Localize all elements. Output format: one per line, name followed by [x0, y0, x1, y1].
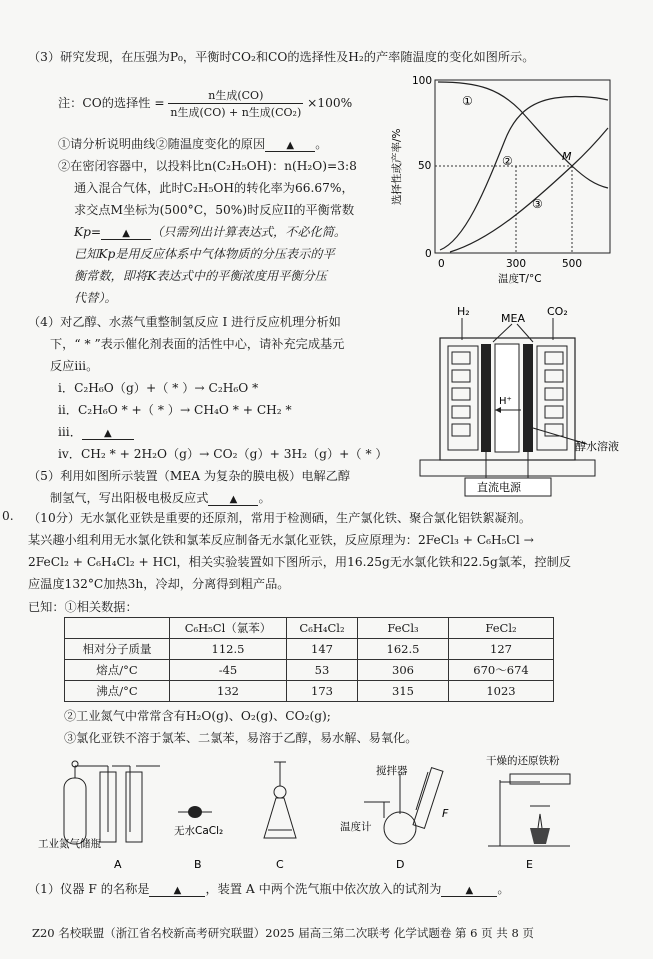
table-cell: 53 [287, 660, 358, 681]
table-header: C₆H₄Cl₂ [287, 618, 358, 639]
apparatus-d [364, 768, 443, 844]
q20-line2: 某兴趣小组利用无水氯化铁和氯苯反应制备无水氯化亚铁，反应原理为：2FeCl₃ + C₆H₅Cl → [28, 533, 534, 547]
data-table [64, 617, 554, 702]
curve-2 [440, 97, 608, 250]
selectivity-graph [390, 70, 620, 292]
q4-line2: 下，“ * ”表示催化剂表面的活性中心，请补充完成基元 [50, 337, 345, 351]
table-cell: 132 [170, 681, 287, 702]
q3-sub2-line1: ②在密闭容器中，以投料比n(C₂H₅OH)：n(H₂O)=3:8 [58, 159, 357, 173]
right-plates [537, 346, 567, 450]
q20-number: 0. [2, 509, 14, 523]
h2-label: H₂ [457, 305, 470, 318]
table-cell: 112.5 [170, 639, 287, 660]
letter-a: A [114, 858, 122, 871]
known-2: ②工业氮气中常常含有H₂O(g)、O₂(g)、CO₂(g); [64, 709, 331, 723]
condenser-f-label: F [442, 807, 449, 820]
apparatus-c [264, 762, 296, 838]
x-tick-300: 300 [506, 258, 527, 270]
y-tick-0: 0 [425, 248, 432, 260]
reaction-ii: ii．C₂H₆O * +（ * ）→ CH₄O * + CH₂ * [58, 403, 292, 417]
letter-c: C [276, 858, 284, 871]
apparatus-a [64, 761, 160, 844]
blank-mark: ▲ [286, 140, 295, 151]
q3-intro: （3）研究发现，在压强为P₀，平衡时CO₂和CO的选择性及H₂的产率随温度的变化如图所示。 [28, 50, 535, 64]
table-cell: -45 [170, 660, 287, 681]
point-m-label: M [562, 150, 572, 163]
table-cell: 315 [358, 681, 449, 702]
apparatus-b [178, 806, 212, 818]
reaction-iii-label: iii． [58, 425, 82, 439]
sub1-end: 。 [315, 137, 328, 151]
table-cell: 162.5 [358, 639, 449, 660]
kp-blank[interactable] [101, 225, 151, 240]
table-header: C₆H₅Cl（氯苯） [170, 618, 287, 639]
table-cell: 沸点/°C [65, 681, 170, 702]
table-row [65, 681, 554, 702]
blank-mark: ▲ [229, 494, 238, 505]
instrument-f-blank[interactable] [149, 882, 205, 897]
q3-sub2-line2: 通入混合气体，此时C₂H₅OH的转化率为66.67%， [74, 181, 354, 195]
y-tick-100: 100 [412, 75, 433, 87]
y-axis-label: 选择性或产率/% [391, 128, 403, 205]
y-tick-50: 50 [418, 160, 432, 172]
reaction-iii-blank[interactable] [82, 425, 134, 440]
letter-b: B [194, 858, 202, 871]
sub1-text: ①请分析说明曲线②随温度变化的原因 [58, 137, 266, 151]
mea-pointer-l [493, 324, 512, 342]
blank-mark: ▲ [104, 428, 112, 439]
curve-3 [450, 128, 608, 252]
stirrer-label: 搅拌器 [376, 765, 408, 777]
q4-line3: 反应iii。 [50, 359, 99, 373]
q3-sub1 [58, 135, 327, 152]
blank-mark: ▲ [173, 885, 182, 896]
hplus-label: H⁺ [499, 396, 512, 407]
base [420, 460, 595, 476]
q3-sub2-line5: 已知Kp是用反应体系中气体物质的分压表示的平 [74, 247, 335, 261]
page-footer: Z20 名校联盟（浙江省名校新高考研究联盟）2025 届高三第二次联考 化学试题卷 第 6 页 共 8 页 [32, 926, 534, 940]
co2-label: CO₂ [547, 305, 568, 318]
label-curve-1: ① [462, 94, 473, 108]
table-cell: 306 [358, 660, 449, 681]
q20-line4: 应温度132°C加热3h，冷却，分离得到粗产品。 [28, 577, 290, 591]
co-selectivity-formula [58, 87, 352, 120]
table-cell: 670～674 [449, 660, 554, 681]
letter-d: D [396, 858, 405, 871]
left-plates [448, 346, 478, 450]
label-curve-3: ③ [532, 197, 543, 211]
anode-blank[interactable] [208, 491, 258, 506]
cacl2-label: 无水CaCl₂ [174, 825, 224, 837]
table-cell: 熔点/°C [65, 660, 170, 681]
cylinder-label: 工业氮气储瓶 [38, 838, 101, 850]
q4-line1: （4）对乙醇、水蒸气重整制氢反应 I 进行反应机理分析如 [28, 315, 341, 329]
reaction-iii [58, 423, 134, 440]
reaction-iv: iv．CH₂ * + 2H₂O（g）→ CO₂（g）+ 3H₂（g）+（ * ） [58, 447, 388, 461]
fraction-tail: ×100% [307, 96, 353, 110]
cathode [481, 344, 491, 452]
table-header [65, 618, 170, 639]
table-header: FeCl₂ [449, 618, 554, 639]
q20-line3: 2FeCl₂ + C₆H₄Cl₂ + HCl，相关实验装置如下图所示，用16.25g无水氯化铁和22.5g氯苯，控制反 [28, 555, 571, 569]
iron-powder-label: 干燥的还原铁粉 [486, 755, 560, 767]
answer-blank[interactable] [265, 137, 315, 152]
power-label: 直流电源 [477, 481, 521, 494]
apparatus-e [488, 774, 570, 846]
fraction-denominator: n生成(CO) + n生成(CO₂) [170, 106, 302, 119]
fraction [168, 87, 303, 120]
table-row [65, 639, 554, 660]
mea-pointer-r [517, 324, 533, 342]
sub-q1-part-b: ，装置 A 中两个洗气瓶中依次放入的试剂为 [205, 882, 442, 896]
q20-line1: （10分）无水氯化亚铁是重要的还原剂，常用于检测硒，生产氯化铁、聚合氯化铝铁絮凝剂。 [28, 511, 532, 525]
reagent-blank[interactable] [441, 882, 497, 897]
mea-label: MEA [501, 312, 525, 325]
table-cell: 1023 [449, 681, 554, 702]
reaction-i: i．C₂H₆O（g）+（ * ）→ C₂H₆O * [58, 381, 259, 395]
table-cell: 127 [449, 639, 554, 660]
apparatus-diagram [30, 752, 640, 874]
table-row [65, 660, 554, 681]
sub-q1-part-a: （1）仪器 F 的名称是 [28, 882, 150, 896]
q5-line1: （5）利用如图所示装置（MEA 为复杂的膜电极）电解乙醇 [28, 469, 351, 483]
table-cell: 173 [287, 681, 358, 702]
table-header-row [65, 618, 554, 639]
known-3: ③氯化亚铁不溶于氯苯、二氯苯，易溶于乙醇，易水解、易氧化。 [64, 731, 418, 745]
q20-known: 已知：①相关数据： [28, 600, 138, 614]
q3-sub2-line4 [74, 223, 346, 240]
table-cell: 147 [287, 639, 358, 660]
label-curve-2: ② [502, 154, 513, 168]
table-header: FeCl₃ [358, 618, 449, 639]
x-axis-label: 温度T/°C [498, 273, 542, 285]
note-label: 注：CO的选择性 = [58, 96, 165, 110]
thermometer-label: 温度计 [340, 821, 372, 833]
fraction-numerator: n生成(CO) [168, 87, 303, 104]
q3-sub2-line3: 求交点M坐标为(500°C，50%)时反应II的平衡常数 [74, 203, 355, 217]
table-cell: 相对分子质量 [65, 639, 170, 660]
solution-label: 醇水溶液 [575, 440, 619, 453]
blank-mark: ▲ [465, 885, 474, 896]
sub-q1 [28, 880, 510, 897]
q3-sub2-line7: 代替）。 [74, 291, 117, 305]
q5-line2 [50, 489, 271, 506]
electrolysis-cell [415, 300, 630, 500]
letter-e: E [526, 858, 533, 871]
kp-label: Kp= [74, 225, 102, 239]
blank-mark: ▲ [122, 228, 130, 239]
sub-q1-part-c: 。 [497, 882, 510, 896]
q3-sub2-line6: 衡常数，即将K表达式中的平衡浓度用平衡分压 [74, 269, 327, 283]
q5-text: 制氢气，写出阳极电极反应式 [50, 491, 209, 505]
x-tick-500: 500 [562, 258, 583, 270]
kp-note: （只需列出计算表达式，不必化简。 [151, 225, 347, 239]
x-tick-0: 0 [438, 258, 445, 270]
q5-end: 。 [258, 491, 271, 505]
anode [523, 344, 533, 452]
